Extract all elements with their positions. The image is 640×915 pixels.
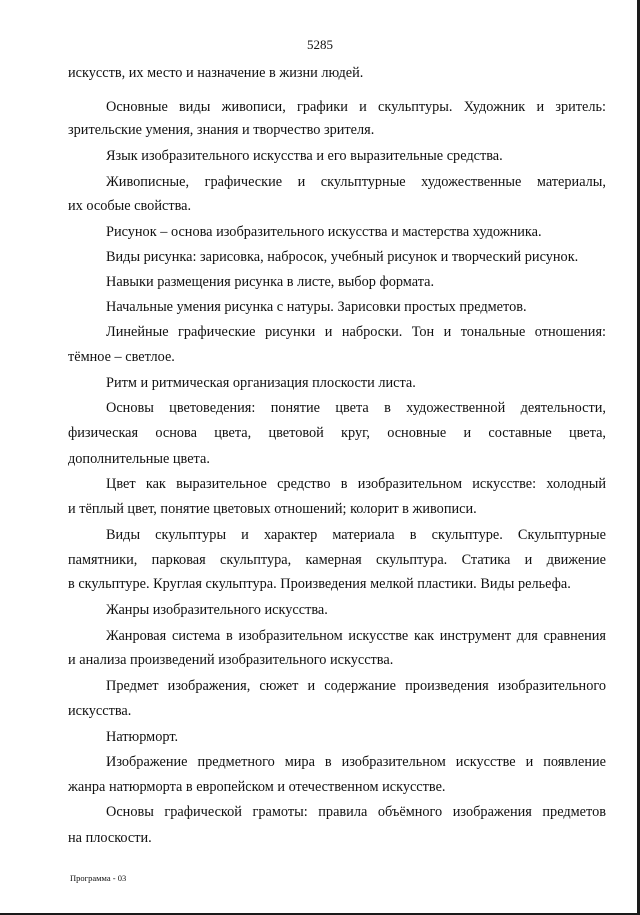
text-line: Линейные графические рисунки и наброски. Тон и тональные отношения: [106,324,606,340]
page-number: 5285 [307,37,333,52]
text-line: дополнительные цвета. [68,451,210,467]
text-line: Рисунок – основа изобразительного искусства и мастерства художника. [106,224,542,240]
text-line: Предмет изображения, сюжет и содержание произведения изобразительного [106,678,606,694]
text-line: Основы цветоведения: понятие цвета в художественной деятельности, [106,400,606,416]
text-line: Основные виды живописи, графики и скульптуры. Художник и зритель: [106,99,606,115]
text-line: Виды рисунка: зарисовка, набросок, учебный рисунок и творческий рисунок. [106,249,579,265]
text-line: Натюрморт. [106,729,179,745]
text-line: Навыки размещения рисунка в листе, выбор формата. [106,274,435,290]
text-line: на плоскости. [68,830,152,846]
text-line: памятники, парковая скульптура, камерная скульптура. Статика и движение [68,552,606,568]
text-line: их особые свойства. [68,198,192,214]
text-line: Ритм и ритмическая организация плоскости листа. [106,375,416,391]
text-line: физическая основа цвета, цветовой круг, основные и составные цвета, [68,425,606,441]
text-line: и тёплый цвет, понятие цветовых отношений; колорит в живописи. [68,501,477,517]
text-line: Основы графической грамоты: правила объёмного изображения предметов [106,804,606,820]
text-line: Жанры изобразительного искусства. [106,602,328,618]
text-line: Живописные, графические и скульптурные художественные материалы, [106,174,606,190]
text-line: искусства. [68,703,132,719]
text-line: и анализа произведений изобразительного искусства. [68,652,394,668]
text-line: Цвет как выразительное средство в изобразительном искусстве: холодный [106,476,606,492]
page-footer: Программа - 03 [70,873,127,883]
text-line: жанра натюрморта в европейском и отечественном искусстве. [68,779,446,795]
text-line: искусств, их место и назначение в жизни людей. [68,65,364,81]
text-line: Изображение предметного мира в изобразительном искусстве и появление [106,754,606,770]
text-line: Виды скульптуры и характер материала в скульптуре. Скульптурные [106,527,606,543]
text-line: Язык изобразительного искусства и его выразительные средства. [106,148,503,164]
text-line: Жанровая система в изобразительном искусстве как инструмент для сравнения [106,628,606,644]
text-line: тёмное – светлое. [68,349,175,365]
text-line: Начальные умения рисунка с натуры. Зарисовки простых предметов. [106,299,527,315]
text-line: в скульптуре. Круглая скульптура. Произведения мелкой пластики. Виды рельефа. [68,576,571,592]
text-line: зрительские умения, знания и творчество зрителя. [68,122,375,138]
